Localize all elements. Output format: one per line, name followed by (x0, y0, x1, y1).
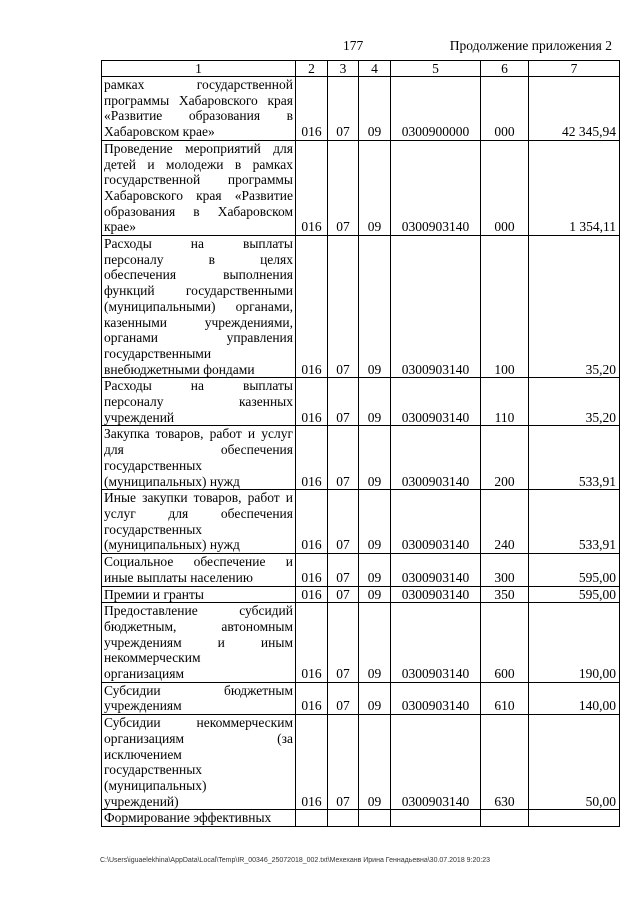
description-line: персоналу казенных (104, 394, 293, 410)
table-row (102, 682, 620, 714)
description-line: Закупка товаров, работ и услуг (104, 426, 293, 442)
ministry-code: 016 (296, 490, 328, 554)
description-line: крае» (104, 219, 137, 235)
table-row (102, 586, 620, 603)
section-code: 07 (328, 586, 359, 603)
expense-type-code: 300 (481, 554, 529, 586)
description-line: Социальное обеспечение и (104, 554, 293, 570)
target-article-code: 0300903140 (391, 715, 481, 810)
table-header-row (102, 61, 620, 77)
subsection-code: 09 (359, 77, 391, 141)
expense-type-code: 600 (481, 603, 529, 683)
description-line: «Развитие образования в (104, 108, 293, 124)
target-article-code: 0300903140 (391, 586, 481, 603)
section-code: 07 (328, 490, 359, 554)
subsection-code: 09 (359, 682, 391, 714)
description-line: для обеспечения (104, 442, 293, 458)
description-line: Расходы на выплаты (104, 378, 293, 394)
table-row (102, 378, 620, 426)
description-line: государственных (104, 457, 203, 473)
row-description (102, 140, 296, 235)
subsection-code: 09 (359, 586, 391, 603)
description-line: бюджетным, автономным (104, 618, 293, 634)
subsection-code: 09 (359, 236, 391, 378)
column-header: 6 (481, 61, 529, 77)
description-line: Расходы на выплаты (104, 236, 293, 252)
subsection-code: 09 (359, 140, 391, 235)
row-description (102, 378, 296, 426)
section-code: 07 (328, 77, 359, 141)
amount (529, 810, 620, 827)
ministry-code: 016 (296, 586, 328, 603)
description-line: (муниципальными) органами, (104, 298, 293, 314)
subsection-code: 09 (359, 378, 391, 426)
description-line: функций государственными (104, 283, 293, 299)
description-line: (муниципальных) (104, 777, 207, 793)
table-row (102, 236, 620, 378)
description-line: казенными учреждениями, (104, 314, 293, 330)
description-line: учреждений (104, 409, 175, 425)
expense-type-code: 000 (481, 140, 529, 235)
description-line: обеспечения выполнения (104, 267, 293, 283)
section-code: 07 (328, 715, 359, 810)
row-description (102, 682, 296, 714)
target-article-code: 0300903140 (391, 603, 481, 683)
description-line: государственными (104, 345, 212, 361)
budget-table (101, 60, 620, 827)
subsection-code: 09 (359, 603, 391, 683)
column-header: 7 (529, 61, 620, 77)
description-line: (муниципальных) нужд (104, 537, 240, 553)
amount: 595,00 (529, 586, 620, 603)
ministry-code: 016 (296, 140, 328, 235)
description-line: Иные закупки товаров, работ и (104, 490, 293, 506)
target-article-code: 0300903140 (391, 236, 481, 378)
description-line: Премии и гранты (104, 586, 204, 602)
row-description (102, 603, 296, 683)
description-line: государственных (104, 762, 203, 778)
target-article-code: 0300903140 (391, 426, 481, 490)
description-line: программы Хабаровского края (104, 92, 293, 108)
description-line: персоналу в целях (104, 251, 293, 267)
column-header: 2 (296, 61, 328, 77)
description-line: иные выплаты населению (104, 569, 253, 585)
expense-type-code: 000 (481, 77, 529, 141)
table-row (102, 603, 620, 683)
section-code: 07 (328, 426, 359, 490)
description-line: Хабаровском крае» (104, 124, 215, 140)
ministry-code: 016 (296, 426, 328, 490)
section-code: 07 (328, 554, 359, 586)
expense-type-code: 630 (481, 715, 529, 810)
target-article-code: 0300903140 (391, 682, 481, 714)
ministry-code: 016 (296, 378, 328, 426)
column-header: 4 (359, 61, 391, 77)
description-line: государственной программы (104, 172, 293, 188)
ministry-code: 016 (296, 77, 328, 141)
expense-type-code: 200 (481, 426, 529, 490)
subsection-code: 09 (359, 554, 391, 586)
ministry-code: 016 (296, 603, 328, 683)
amount: 595,00 (529, 554, 620, 586)
ministry-code: 016 (296, 236, 328, 378)
file-path-footer: C:\Users\iguaelekhina\AppData\Local\Temp\IR_00346_25072018_002.txt\Мехеханв Ирина Геннадьевна\30.07.2018 9:20:23 (100, 857, 491, 864)
description-line: некоммерческим (104, 650, 201, 666)
description-line: организациям (104, 666, 185, 682)
description-line: услуг для обеспечения (104, 505, 293, 521)
ministry-code: 016 (296, 554, 328, 586)
description-line: детей и молодежи в рамках (104, 156, 293, 172)
target-article-code: 0300903140 (391, 554, 481, 586)
ministry-code: 016 (296, 682, 328, 714)
section-code: 07 (328, 682, 359, 714)
row-description (102, 77, 296, 141)
ministry-code: 016 (296, 715, 328, 810)
description-line: государственных (104, 521, 203, 537)
description-line: Субсидии некоммерческим (104, 715, 293, 731)
expense-type-code: 350 (481, 586, 529, 603)
row-description (102, 554, 296, 586)
table-row (102, 140, 620, 235)
table-row (102, 426, 620, 490)
amount: 50,00 (529, 715, 620, 810)
subsection-code: 09 (359, 490, 391, 554)
row-description (102, 490, 296, 554)
amount: 35,20 (529, 236, 620, 378)
target-article-code: 0300903140 (391, 490, 481, 554)
target-article-code: 0300903140 (391, 140, 481, 235)
expense-type-code: 110 (481, 378, 529, 426)
subsection-code: 09 (359, 426, 391, 490)
description-line: внебюджетными фондами (104, 361, 255, 377)
description-line: Проведение мероприятий для (104, 140, 293, 156)
amount: 140,00 (529, 682, 620, 714)
description-line: (муниципальных) нужд (104, 473, 240, 489)
expense-type-code (481, 810, 529, 827)
column-header: 3 (328, 61, 359, 77)
row-description (102, 236, 296, 378)
table-row (102, 77, 620, 141)
description-line: учреждений) (104, 793, 179, 809)
row-description (102, 586, 296, 603)
subsection-code (359, 810, 391, 827)
section-code: 07 (328, 378, 359, 426)
table-row (102, 554, 620, 586)
description-line: рамках государственной (104, 77, 293, 92)
description-line: образования в Хабаровском (104, 203, 293, 219)
section-code (328, 810, 359, 827)
description-line: исключением (104, 746, 182, 762)
section-code: 07 (328, 603, 359, 683)
column-header: 5 (391, 61, 481, 77)
section-code: 07 (328, 236, 359, 378)
target-article-code: 0300900000 (391, 77, 481, 141)
expense-type-code: 240 (481, 490, 529, 554)
amount: 42 345,94 (529, 77, 620, 141)
target-article-code: 0300903140 (391, 378, 481, 426)
column-header: 1 (102, 61, 296, 77)
description-line: Формирование эффективных (104, 810, 272, 826)
target-article-code (391, 810, 481, 827)
amount: 1 354,11 (529, 140, 620, 235)
description-line: Хабаровского края «Развитие (104, 187, 293, 203)
table-row (102, 715, 620, 810)
table-body (102, 77, 620, 827)
amount: 533,91 (529, 490, 620, 554)
description-line: органами управления (104, 330, 293, 346)
subsection-code: 09 (359, 715, 391, 810)
table-row (102, 810, 620, 827)
expense-type-code: 100 (481, 236, 529, 378)
description-line: Предоставление субсидий (104, 603, 293, 619)
page-number: 177 (343, 38, 364, 53)
amount: 533,91 (529, 426, 620, 490)
continuation-label: Продолжение приложения 2 (449, 38, 612, 53)
row-description (102, 810, 296, 827)
amount: 35,20 (529, 378, 620, 426)
expense-type-code: 610 (481, 682, 529, 714)
section-code: 07 (328, 140, 359, 235)
description-line: Субсидии бюджетным (104, 682, 293, 698)
description-line: учреждениям и иным (104, 634, 293, 650)
amount: 190,00 (529, 603, 620, 683)
row-description (102, 715, 296, 810)
ministry-code (296, 810, 328, 827)
description-line: организациям (за (104, 730, 293, 746)
row-description (102, 426, 296, 490)
description-line: учреждениям (104, 698, 182, 714)
table-row (102, 490, 620, 554)
